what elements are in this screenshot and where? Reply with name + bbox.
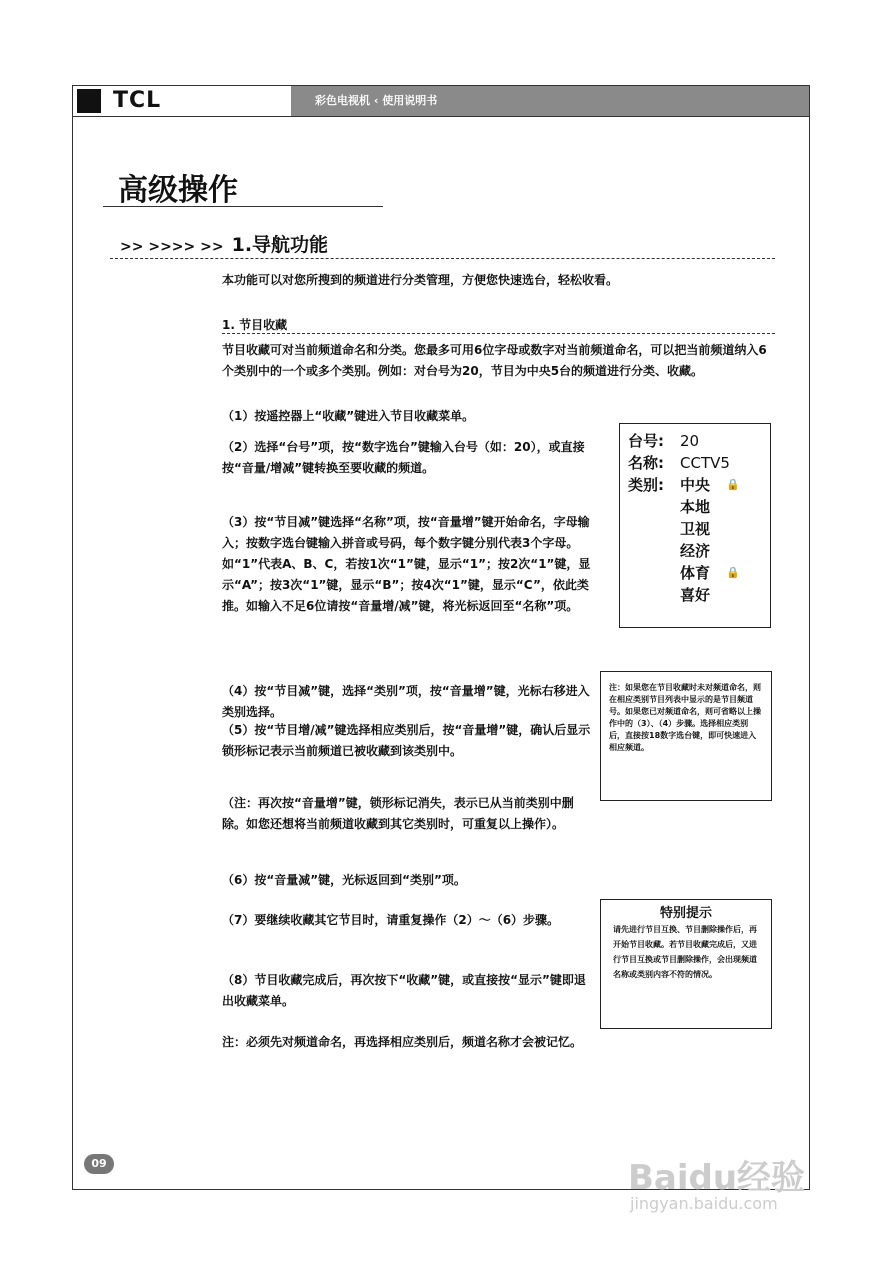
- divider: [110, 258, 775, 259]
- category-label: [628, 584, 680, 606]
- header-subtitle: 彩色电视机 ‹ 使用说明书: [291, 86, 809, 116]
- category-row: [628, 474, 762, 496]
- divider: [222, 333, 775, 334]
- tcl-logo-icon: [77, 89, 101, 113]
- brand-logo: TCL: [113, 88, 162, 113]
- step: （1）按遥控器上“收藏”键进入节目收藏菜单。: [222, 409, 475, 423]
- watermark-logo: Baidu经验: [628, 1158, 806, 1198]
- category-label: [628, 562, 680, 584]
- step: （2）选择“台号”项，按“数字选台”键输入台号（如：20），或直接按“音量/增减”键转换至要收藏的频道。: [222, 440, 585, 475]
- step: （3）按“节目减”键选择“名称”项，按“音量增”键开始命名，字母输入；按数字选台键输入拼音或号码，每个数字键分别代表3个字母。如“1”代表A、B、C，若按1次“1”键，显示“1”；按2次“1”键，显示“A”；按3次“1”键，显示“B”；按4次“1”键，显示“C”，依此类推。如输入不足6位请按“音量增/减”键，将光标返回至“名称”项。: [222, 515, 591, 613]
- lock-icon: 🔒: [726, 566, 740, 579]
- name-label: 名称:: [628, 454, 664, 472]
- section-label: 1.导航功能: [231, 234, 329, 256]
- channel-label: 台号:: [628, 432, 664, 450]
- lock-icon: 🔒: [726, 478, 740, 491]
- channel-value: 20: [680, 432, 700, 450]
- category-label: [628, 540, 680, 562]
- category-row: [628, 496, 762, 518]
- category-label: 类别:: [628, 476, 664, 494]
- divider: [103, 206, 383, 207]
- tip-body: 请先进行节目互换、节目删除操作后，再开始节目收藏。若节目收藏完成后，又进行节目互换或节目删除操作，会出现频道名称或类别内容不符的情况。: [613, 925, 757, 979]
- step: （5）按“节目增/减”键选择相应类别后，按“音量增”键，确认后显示锁形标记表示当前频道已被收藏到该类别中。: [222, 723, 591, 758]
- step: （4）按“节目减”键，选择“类别”项，按“音量增”键，光标右移进入类别选择。: [222, 684, 590, 719]
- step-note: （注：再次按“音量增”键，锁形标记消失，表示已从当前类别中删除。如您还想将当前频道收藏到其它类别时，可重复以上操作）。: [222, 796, 574, 831]
- watermark-url: jingyan.baidu.com: [630, 1194, 778, 1213]
- osd-menu-illustration: [619, 423, 771, 628]
- category-label: [628, 496, 680, 518]
- special-tip-box: [600, 899, 772, 1029]
- arrows: >> >>>> >>: [120, 239, 224, 255]
- tip-title: 特别提示: [659, 906, 712, 921]
- category-name: 体育: [680, 564, 711, 582]
- final-note: 注：必须先对频道命名，再选择相应类别后，频道名称才会被记忆。: [222, 1035, 583, 1049]
- step: （8）节目收藏完成后，再次按下“收藏”键，或直接按“显示”键即退出收藏菜单。: [222, 973, 586, 1008]
- category-name: 喜好: [680, 586, 711, 604]
- page-title: 高级操作: [118, 173, 238, 208]
- paragraph: 节目收藏可对当前频道命名和分类。您最多可用6位字母或数字对当前频道命名，可以把当前频道纳入6个类别中的一个或多个类别。例如：对台号为20，节目为中央5台的频道进行分类、收藏。: [222, 343, 767, 378]
- category-row: [628, 562, 762, 584]
- category-name: 中央: [680, 476, 711, 494]
- category-name: 卫视: [680, 520, 711, 538]
- name-value: CCTV5: [680, 454, 730, 472]
- subsection-heading: 1. 节目收藏: [222, 318, 288, 332]
- page-number: 09: [84, 1154, 114, 1174]
- intro-text: 本功能可以对您所搜到的频道进行分类管理，方便您快速选台，轻松收看。: [222, 273, 619, 287]
- category-row: [628, 584, 762, 606]
- note-box: 注：如果您在节目收藏时未对频道命名，则在相应类别节目列表中显示的是节目频道号。如果您已对频道命名，则可省略以上操作中的（3）、（4）步骤。选择相应类别后，直接按18数字选台键，即可快速进入相应频道。: [600, 671, 772, 801]
- category-label: [628, 518, 680, 540]
- category-row: [628, 540, 762, 562]
- page-header: [72, 85, 810, 117]
- category-name: 本地: [680, 498, 711, 516]
- section-heading: [120, 230, 328, 257]
- step: （7）要继续收藏其它节目时，请重复操作（2）～（6）步骤。: [222, 913, 560, 927]
- category-name: 经济: [680, 542, 711, 560]
- step: （6）按“音量减”键，光标返回到“类别”项。: [222, 873, 466, 887]
- category-row: [628, 518, 762, 540]
